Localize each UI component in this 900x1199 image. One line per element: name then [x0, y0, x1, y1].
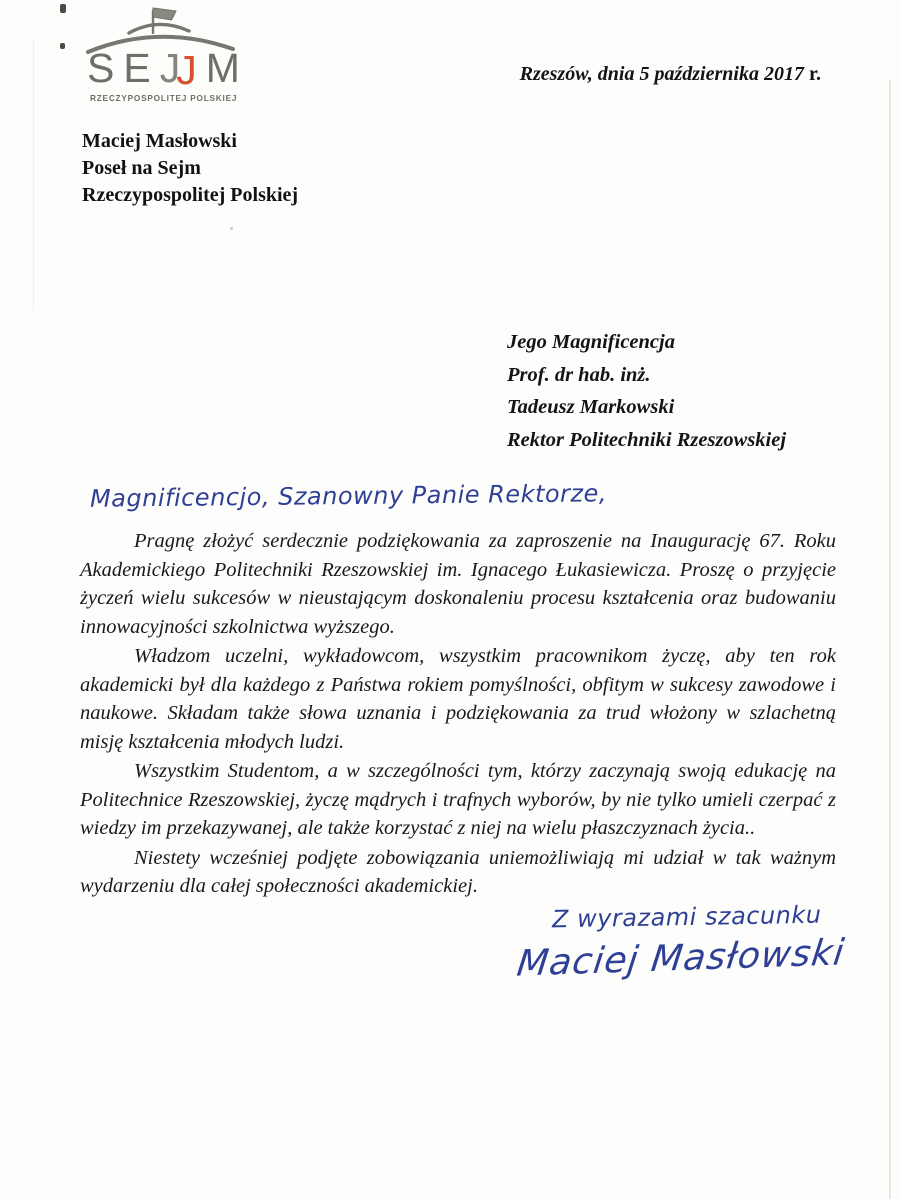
- sender-title-2: Rzeczypospolitej Polskiej: [82, 184, 299, 206]
- sender-title: Poseł na Sejm: [82, 157, 201, 179]
- letter-body: [80, 527, 836, 902]
- sender-block: [82, 128, 298, 209]
- logo-letter-s: S: [87, 45, 115, 91]
- logo-subtitle: RZECZYPOSPOLITEJ POLSKIEJ: [90, 93, 238, 103]
- scan-speck: [60, 43, 65, 49]
- date-line: [520, 63, 821, 86]
- scan-speck: [60, 4, 66, 13]
- body-paragraph-1: Pragnę złożyć serdecznie podziękowania za zaproszenie na Inaugurację 67. Roku Akademickiego Politechniki Rzeszowskiej im. Ignacego Łukasiewicza. Proszę o przyjęcie życzeń wielu sukcesów w nieustającym doskonaleniu procesu kształcenia oraz budowaniu innowacyjności szkolnictwa wyższego.: [80, 530, 836, 638]
- recipient-block: [507, 326, 786, 456]
- scan-artifact-right-edge: [889, 80, 891, 1199]
- sejm-wordmark: [87, 45, 240, 93]
- recipient-honorific: Jego Magnificencja: [507, 331, 675, 353]
- body-paragraph-3: Wszystkim Studentom, a w szczególności tym, którzy zaczynają swoją edukację na Politechnice Rzeszowskiej, życzę mądrych i trafnych wyborów, by nie tylko umieli czerpać z wiedzy im przekazywanej, ale także korzystać z niej na wielu płaszczyznach życia..: [80, 760, 836, 839]
- scan-artifact-left-edge: [33, 40, 34, 310]
- sejm-logo: [85, 4, 240, 110]
- sender-name: Maciej Masłowski: [82, 130, 237, 152]
- logo-letter-e: E: [123, 45, 151, 91]
- scan-speck: [230, 227, 233, 230]
- handwritten-salutation: Magnificencjo, Szanowny Panie Rektorze,: [89, 479, 608, 513]
- signature: Maciej Masłowski: [514, 932, 848, 985]
- logo-letter-m: M: [205, 45, 240, 91]
- recipient-name: Tadeusz Markowski: [507, 396, 675, 418]
- body-paragraph-4: Niestety wcześniej podjęte zobowiązania uniemożliwiają mi udział w tak ważnym wydarzeniu dla całej społeczności akademickiej.: [80, 846, 836, 897]
- date-place-text: Rzeszów, dnia 5 października 2017: [519, 63, 804, 85]
- logo-letter-j-shadow: J: [159, 45, 181, 91]
- logo-letter-j-accent: J: [176, 47, 197, 93]
- recipient-position: Rektor Politechniki Rzeszowskiej: [507, 428, 787, 451]
- date-suffix: r.: [808, 63, 821, 85]
- body-paragraph-2: Władzom uczelni, wykładowcom, wszystkim pracownikom życzę, aby ten rok akademicki był dla każdego z Państwa rokiem pomyślności, obfitym w sukcesy zawodowe i naukowe. Składam także słowa uznania i podziękowania za trud włożony w szlachetną misję kształcenia młodych ludzi.: [80, 645, 836, 753]
- recipient-degrees: Prof. dr hab. inż.: [507, 363, 651, 386]
- handwritten-closing: Z wyrazami szacunku: [551, 900, 822, 934]
